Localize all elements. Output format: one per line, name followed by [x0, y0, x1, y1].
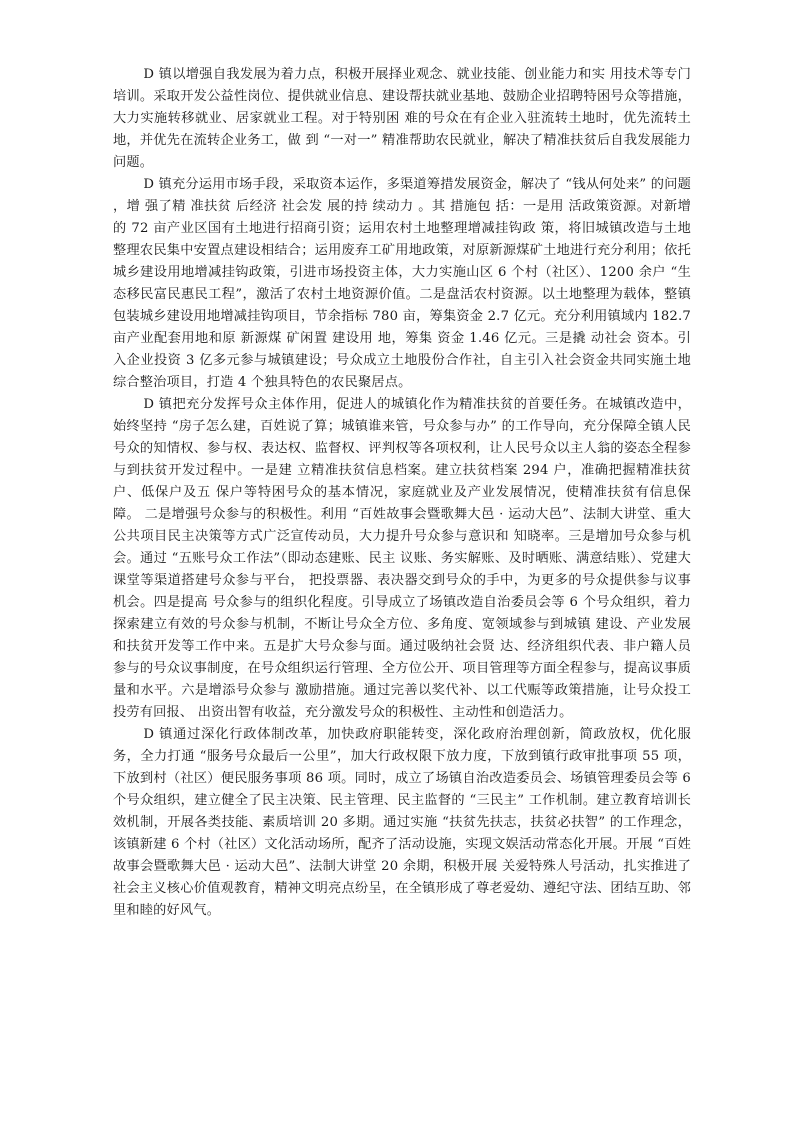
paragraph-market-funding: D 镇充分运用市场手段，采取资本运作，多渠道筹措发展资金，解决了 “钱从何处来” 的问题 ，增 强了精 准扶贫 后经济 社会发 展的持 续动力 。其 措施包 括：一是用 活政策资源。对新增的 72 亩产业区国有土地进行招商引资；运用农村土地整理增减挂钩政 策，将旧城镇改造与土地整理农民集中安置点建设相结合；运用废弃工矿用地政策，对原新源煤矿土地进行充分利用；依托城乡建设用地增减挂钩政策，引进市场投资主体，大力实施山区 6 个村（社区）、1200 余户 “生态移民富民惠民工程”，激活了农村土地资源价值。二是盘活农村资源。以土地整理为载体，整镇包装城乡建设用地增减挂钩项目，节余指标 780 亩，筹集资金 2.7 亿元。充分利用镇域内 182.7 亩产业配套用地和原 新源煤 矿闲置 建设用 地，筹集 资金 1.46 亿元。三是撬 动社会 资本。引入企业投资 3 亿多元参与城镇建设；号众成立土地股份合作社，自主引入社会资金共同实施土地综合整治项目，打造 4 个独具特色的农民聚居点。: [113, 177, 691, 390]
paragraph-administrative-reform: D 镇通过深化行政体制改革，加快政府职能转变，深化政府治理创新，简政放权，优化服务，全力打通 “服务号众最后一公里”，加大行政权限下放力度，下放到镇行政审批事项 55 项，下放到村（社区）便民服务事项 86 项。同时，成立了场镇自治改造委员会、场镇管理委员会等 6 个号众组织，建立健全了民主决策、民主管理、民主监督的 “三民主” 工作机制。建立教育培训长效机制，开展各类技能、素质培训 20 多期。通过实施 “扶贫先扶志，扶贫必扶智” 的工作理念，该镇新建 6 个村（社区）文化活动场所，配齐了活动设施，实现文娱活动常态化开展。开展 “百姓故事会暨歌舞大邑 · 运动大邑”、法制大讲堂 20 余期，积极开展 关爱特殊人号活动，扎实推进了社会主义核心价值观教育，精神文明亮点纷呈，在全镇形成了尊老爱幼、遵纪守法、团结互助、邻里和睦的好风气。: [113, 727, 691, 918]
paragraph-employment-training: D 镇以增强自我发展为着力点，积极开展择业观念、就业技能、创业能力和实 用技术等专门培训。采取开发公益性岗位、提供就业信息、建设帮扶就业基地、鼓励企业招聘特困号众等措施，大力实施转移就业、居家就业工程。对于特别困 难的号众在有企业入驻流转土地时，优先流转土地，并优先在流转企业务工，做 到 “一对一” 精准帮助农民就业，解决了精准扶贫后自我发展能力问题。: [113, 67, 691, 170]
document-body: [113, 64, 691, 922]
paragraph-public-participation: D 镇把充分发挥号众主体作用，促进人的城镇化作为精准扶贫的首要任务。在城镇改造中，始终坚持 “房子怎么建，百姓说了算；城镇谁来管，号众参与办” 的工作导向，充分保障全镇人民号众的知情权、参与权、表达权、监督权、评判权等各项权利，让人民号众以主人翁的姿态全程参与到扶贫开发过程中。一是建 立精准扶贫信息档案。建立扶贫档案 294 户，准确把握精准扶贫户、低保户及五 保户等特困号众的基本情况，家庭就业及产业发展情况，使精准扶贫有信息保障。 二是增强号众参与的积极性。利用 “百姓故事会暨歌舞大邑 · 运动大邑”、法制大讲堂、重大公共项目民主决策等方式广泛宣传动员，大力提升号众参与意识和 知晓率。三是增加号众参与机会。通过 “五账号众工作法”（即动态建账、民主 议账、务实解账、及时晒账、满意结账）、党建大课堂等渠道搭建号众参与平台， 把投票器、表决器交到号众的手中，为更多的号众提供参与议事机会。四是提高 号众参与的组织化程度。引导成立了场镇改造自治委员会等 6 个号众组织，着力 探索建立有效的号众参与机制，不断让号众全方位、多角度、宽领域参与到城镇 建设、产业发展和扶贫开发等工作中来。五是扩大号众参与面。通过吸纳社会贤 达、经济组织代表、非户籍人员参与的号众议事制度，在号众组织运行管理、全方位公开、项目管理等方面全程参与，提高议事质量和水平。六是增添号众参与 激励措施。通过完善以奖代补、以工代赈等政策措施，让号众投工投劳有回报、 出资出智有收益，充分激发号众的积极性、主动性和创造活力。: [113, 397, 691, 720]
